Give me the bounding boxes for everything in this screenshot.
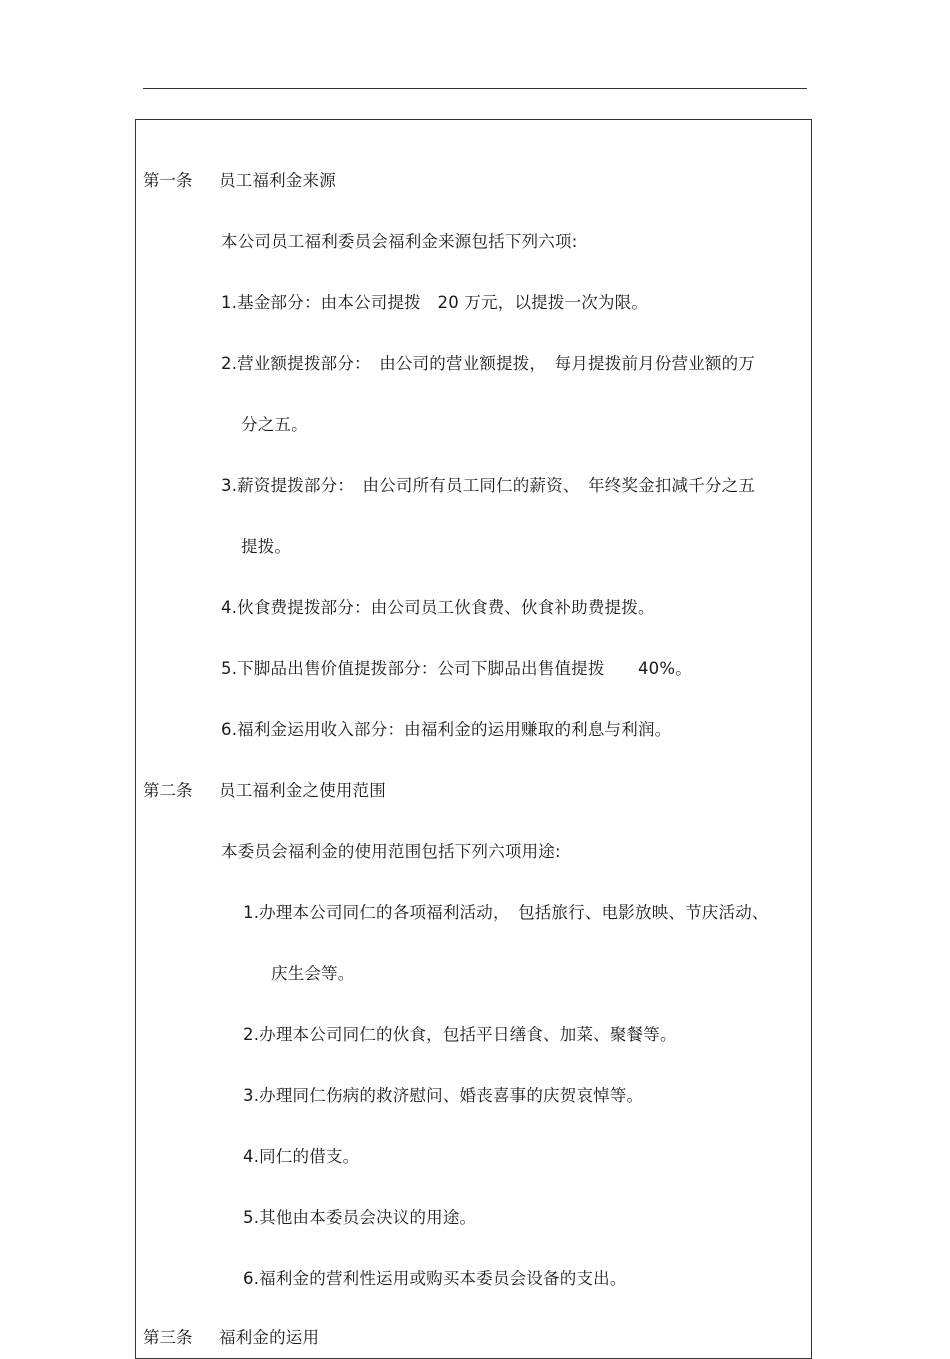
article-2-title: 员工福利金之使用范围 [219,781,386,800]
article-2-item-6: 6.福利金的营利性运用或购买本委员会设备的支出。 [243,1269,627,1288]
article-1-item-1: 1.基金部分：由本公司提拨 20 万元，以提拨一次为限。 [221,293,649,312]
article-1-item-2: 2.营业额提拨部分： 由公司的营业额提拨， 每月提拨前月份营业额的万 [221,354,756,373]
article-1-item-4: 4.伙食费提拨部分：由公司员工伙食费、伙食补助费提拨。 [221,598,655,617]
article-1-number: 第一条 [143,171,193,190]
article-1-item-3-cont: 提拨。 [241,537,292,556]
article-2-item-5: 5.其他由本委员会决议的用途。 [243,1208,477,1227]
article-3-title: 福利金的运用 [219,1328,320,1347]
article-2-item-2: 2.办理本公司同仁的伙食，包括平日缮食、加菜、聚餐等。 [243,1025,677,1044]
article-3-number: 第三条 [143,1328,193,1347]
article-2-item-1: 1.办理本公司同仁的各项福利活动， 包括旅行、电影放映、节庆活动、 [243,903,769,922]
article-1-item-2-cont: 分之五。 [241,415,308,434]
article-1-title: 员工福利金来源 [219,171,336,190]
article-1-item-6: 6.福利金运用收入部分：由福利金的运用赚取的利息与利润。 [221,720,672,739]
article-1-item-3: 3.薪资提拨部分： 由公司所有员工同仁的薪资、 年终奖金扣减千分之五 [221,476,756,495]
article-2-item-3: 3.办理同仁伤病的救济慰问、婚丧喜事的庆贺哀悼等。 [243,1086,644,1105]
article-2-item-1-cont: 庆生会等。 [271,964,355,983]
article-1-item-5: 5.下脚品出售价值提拨部分：公司下脚品出售值提拨 40%。 [221,659,692,678]
article-2-item-4: 4.同仁的借支。 [243,1147,360,1166]
article-2-intro: 本委员会福利金的使用范围包括下列六项用途: [221,842,561,861]
header-rule [143,88,807,89]
article-2-number: 第二条 [143,781,193,800]
article-1-intro: 本公司员工福利委员会福利金来源包括下列六项: [221,232,578,251]
